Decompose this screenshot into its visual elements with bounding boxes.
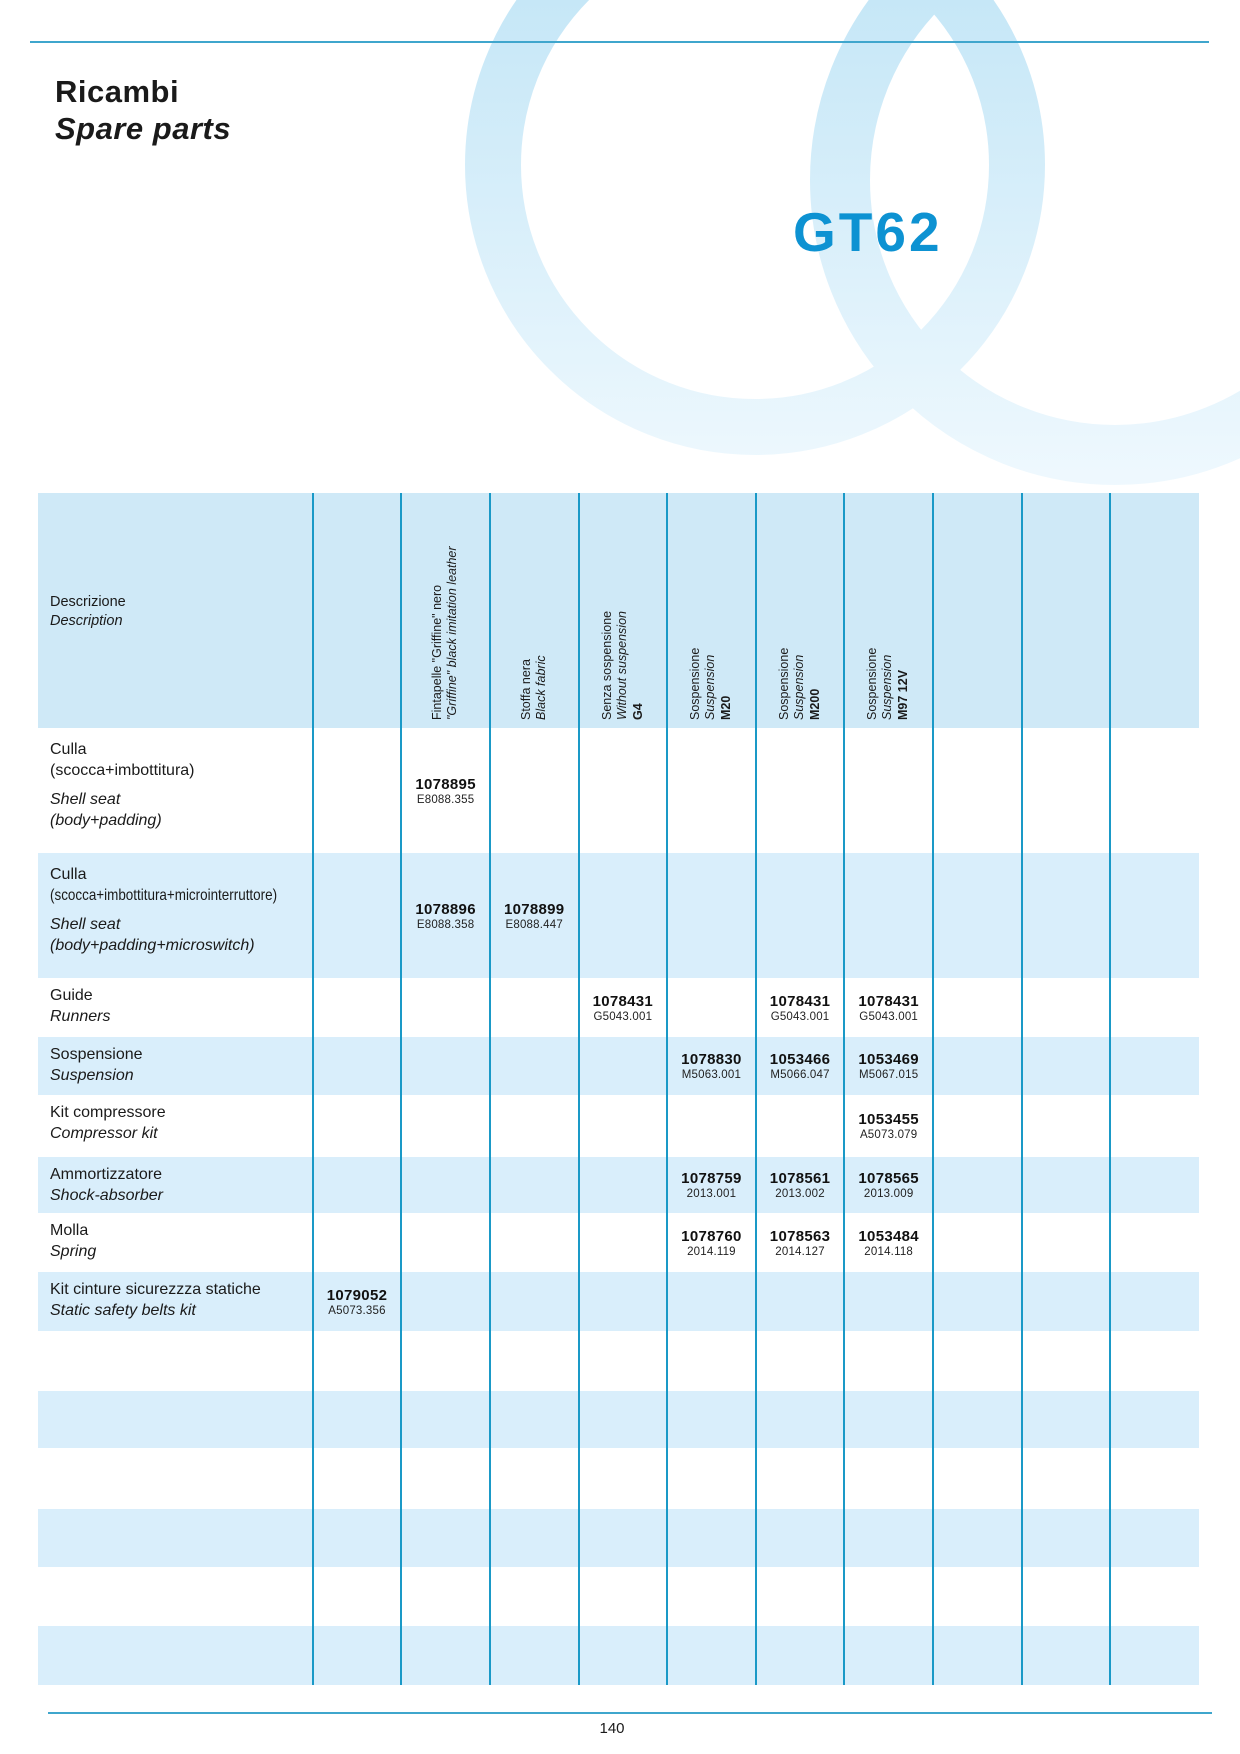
column-divider-line bbox=[843, 493, 845, 1685]
part-cell bbox=[756, 1037, 845, 1095]
column-header-italian: Sospensione bbox=[776, 647, 791, 720]
table-row bbox=[38, 1213, 1199, 1272]
row-desc-italian: Kit compressore bbox=[50, 1104, 166, 1121]
row-desc-english: Suspension bbox=[50, 1067, 134, 1084]
desc-spacer bbox=[50, 781, 195, 789]
part-cell bbox=[490, 853, 579, 978]
part-number: 1078561 bbox=[769, 1170, 831, 1187]
part-number: 1078431 bbox=[858, 992, 919, 1010]
part-number: 1078431 bbox=[769, 992, 831, 1010]
row-desc-english: Static safety belts kit bbox=[50, 1302, 196, 1319]
model-badge: GT62 bbox=[793, 201, 943, 263]
part-number: 1078565 bbox=[858, 1170, 919, 1187]
row-desc-italian: Kit cinture sicurezzza statiche bbox=[50, 1281, 261, 1298]
table-row bbox=[38, 853, 1199, 978]
table-row bbox=[38, 1037, 1199, 1095]
column-header-english: Without suspension bbox=[614, 611, 629, 720]
part-number: 1078759 bbox=[681, 1170, 742, 1187]
row-desc-italian: Culla bbox=[50, 741, 87, 758]
column-header-model-code: M97 12V bbox=[896, 669, 911, 720]
row-description bbox=[50, 1213, 96, 1262]
part-code: G5043.001 bbox=[770, 1010, 830, 1023]
part-code: E8088.358 bbox=[416, 918, 475, 931]
part-code: A5073.356 bbox=[328, 1304, 386, 1317]
column-header-italian: Stoffa nera bbox=[518, 659, 533, 720]
row-desc-italian: Sospensione bbox=[50, 1046, 143, 1063]
part-cell bbox=[844, 1037, 933, 1095]
part-code: E8088.447 bbox=[505, 918, 563, 931]
column-divider-line bbox=[312, 493, 314, 1685]
column-divider-line bbox=[578, 493, 580, 1685]
table-row bbox=[38, 1157, 1199, 1213]
part-number: 1053466 bbox=[769, 1051, 831, 1068]
part-code: G5043.001 bbox=[859, 1010, 919, 1023]
part-number: 1053469 bbox=[858, 1051, 919, 1068]
part-number: 1053484 bbox=[858, 1227, 919, 1245]
column-header-english: "Griffine" black imitation leather bbox=[445, 546, 460, 720]
column-header bbox=[579, 498, 667, 728]
column-header-model-code: M200 bbox=[807, 688, 822, 720]
part-code: 2013.009 bbox=[863, 1188, 914, 1200]
page-title-english: Spare parts bbox=[55, 111, 232, 146]
row-description bbox=[50, 1157, 163, 1206]
bottom-rule bbox=[48, 1712, 1212, 1714]
table-row bbox=[38, 1626, 1199, 1685]
column-header-italian: Sospensione bbox=[865, 647, 880, 720]
column-header bbox=[756, 498, 844, 728]
row-desc-italian: Molla bbox=[50, 1222, 89, 1239]
row-desc-english: Shell seat bbox=[50, 916, 121, 933]
row-description bbox=[50, 1037, 143, 1086]
part-code: 2014.119 bbox=[687, 1245, 736, 1258]
column-header bbox=[667, 498, 755, 728]
row-desc-italian: Ammortizzatore bbox=[50, 1166, 163, 1183]
part-number: 1078895 bbox=[415, 775, 476, 793]
part-number: 1078899 bbox=[503, 900, 565, 918]
column-header bbox=[401, 498, 489, 728]
table-row bbox=[38, 1272, 1199, 1331]
table-row bbox=[38, 1509, 1199, 1567]
row-desc-italian-text: (scocca+imbottitura+microinterruttore) bbox=[50, 887, 278, 904]
part-cell bbox=[667, 1037, 756, 1095]
part-cell bbox=[579, 978, 668, 1037]
part-cell bbox=[844, 1095, 933, 1157]
part-code: M5067.015 bbox=[858, 1069, 919, 1081]
row-desc-english: Shock-absorber bbox=[50, 1187, 163, 1204]
column-header-italian: Senza sospensione bbox=[599, 610, 614, 720]
table-row bbox=[38, 978, 1199, 1037]
part-cell bbox=[401, 853, 490, 978]
part-code: 2014.118 bbox=[864, 1245, 914, 1258]
column-header-italian: Fintapelle "Griffine" nero bbox=[429, 584, 444, 720]
column-divider-line bbox=[400, 493, 402, 1685]
part-number: 1078563 bbox=[769, 1227, 831, 1245]
part-cell bbox=[844, 978, 933, 1037]
row-desc-italian: Culla bbox=[50, 866, 87, 883]
row-desc-english: Spring bbox=[50, 1243, 97, 1260]
table-row bbox=[38, 1448, 1199, 1509]
table-row bbox=[38, 728, 1199, 853]
part-cell bbox=[667, 1213, 756, 1272]
row-desc-english: (body+padding+microswitch) bbox=[50, 937, 255, 954]
part-number: 1053455 bbox=[858, 1111, 919, 1128]
desc-spacer bbox=[50, 906, 320, 914]
column-header bbox=[490, 498, 578, 728]
part-number: 1078431 bbox=[592, 992, 654, 1010]
row-desc-english: Runners bbox=[50, 1008, 111, 1025]
row-desc-italian: (scocca+imbottitura) bbox=[50, 762, 195, 779]
row-description bbox=[50, 1095, 166, 1144]
row-desc-english: (body+padding) bbox=[50, 812, 162, 829]
part-number: 1078760 bbox=[681, 1227, 742, 1245]
table-row bbox=[38, 1331, 1199, 1391]
top-rule bbox=[30, 41, 1209, 43]
decorative-rings-graphic bbox=[0, 0, 1240, 520]
part-code: A5073.079 bbox=[859, 1129, 918, 1141]
desc-header-english: Description bbox=[50, 613, 123, 629]
part-cell bbox=[844, 1213, 933, 1272]
column-header-english: Suspension bbox=[792, 654, 806, 720]
row-desc-english: Compressor kit bbox=[50, 1125, 158, 1142]
part-code: 2013.002 bbox=[775, 1188, 825, 1200]
table-row bbox=[38, 1567, 1199, 1626]
row-description bbox=[50, 853, 320, 956]
part-number: 1078830 bbox=[681, 1051, 742, 1068]
part-cell bbox=[313, 1272, 402, 1331]
part-cell bbox=[756, 1213, 845, 1272]
row-desc-italian: Guide bbox=[50, 987, 93, 1004]
column-divider-line bbox=[932, 493, 934, 1685]
column-divider-line bbox=[755, 493, 757, 1685]
part-cell bbox=[844, 1157, 933, 1213]
column-divider-line bbox=[1109, 493, 1111, 1685]
part-code: M5066.047 bbox=[770, 1069, 830, 1081]
part-cell bbox=[401, 728, 490, 853]
desc-header-italian: Descrizione bbox=[50, 594, 126, 610]
page-number: 140 bbox=[599, 1720, 625, 1737]
part-code: E8088.355 bbox=[416, 793, 475, 806]
row-description bbox=[50, 978, 110, 1027]
part-code: M5063.001 bbox=[681, 1069, 742, 1081]
column-divider-line bbox=[489, 493, 491, 1685]
page-title-italian: Ricambi bbox=[55, 74, 180, 109]
part-code: 2013.001 bbox=[686, 1188, 737, 1200]
column-header-english: Suspension bbox=[703, 654, 718, 720]
column-divider-line bbox=[666, 493, 668, 1685]
row-description bbox=[50, 1272, 261, 1321]
part-code: 2014.127 bbox=[775, 1245, 825, 1258]
part-number: 1079052 bbox=[326, 1286, 388, 1304]
column-divider-line bbox=[1021, 493, 1023, 1685]
table-row bbox=[38, 1095, 1199, 1157]
table-row bbox=[38, 1391, 1199, 1448]
row-desc-italian bbox=[50, 885, 320, 906]
part-number: 1078896 bbox=[415, 900, 476, 918]
column-header-model-code: G4 bbox=[630, 703, 645, 720]
part-cell bbox=[667, 1157, 756, 1213]
column-header bbox=[844, 498, 932, 728]
part-cell bbox=[756, 978, 845, 1037]
part-cell bbox=[756, 1157, 845, 1213]
part-code: G5043.001 bbox=[593, 1010, 653, 1023]
column-header-italian: Sospensione bbox=[687, 647, 702, 720]
column-header-english: Black fabric bbox=[533, 655, 548, 720]
column-header-english: Suspension bbox=[880, 654, 895, 720]
row-description bbox=[50, 728, 195, 831]
description-column-header bbox=[50, 593, 126, 631]
column-header-model-code: M20 bbox=[718, 695, 733, 720]
row-desc-english: Shell seat bbox=[50, 791, 121, 808]
